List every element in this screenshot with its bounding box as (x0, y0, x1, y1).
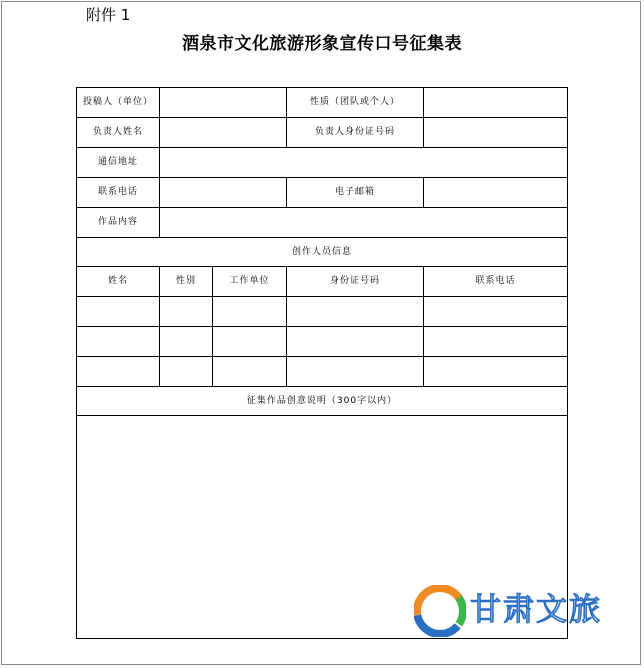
creator-phone-cell[interactable] (424, 297, 568, 327)
creators-col-id: 身份证号码 (287, 267, 424, 297)
creator-name-cell[interactable] (77, 297, 160, 327)
content-label: 作品内容 (77, 208, 160, 238)
gansu-wenlv-watermark (414, 585, 638, 637)
phone-label: 联系电话 (77, 178, 160, 208)
address-field[interactable] (160, 148, 568, 178)
description-section-header: 征集作品创意说明（300字以内） (77, 387, 568, 416)
creator-workplace-cell[interactable] (213, 297, 287, 327)
form-row-content (77, 208, 568, 238)
creator-id-cell[interactable] (287, 327, 424, 357)
attachment-label: 附件 1 (86, 6, 131, 24)
watermark-text: 甘肃文旅 (470, 592, 602, 628)
form-row-address (77, 148, 568, 178)
leader-id-label: 负责人身份证号码 (287, 118, 424, 148)
submitter-field[interactable] (160, 88, 287, 118)
creator-gender-cell[interactable] (160, 357, 213, 387)
creators-col-workplace: 工作单位 (213, 267, 287, 297)
leader-name-field[interactable] (160, 118, 287, 148)
gansu-wenlv-logo-icon (414, 585, 466, 637)
creator-gender-cell[interactable] (160, 327, 213, 357)
creator-name-cell[interactable] (77, 327, 160, 357)
creator-id-cell[interactable] (287, 297, 424, 327)
creator-workplace-cell[interactable] (213, 327, 287, 357)
creator-phone-cell[interactable] (424, 357, 568, 387)
leader-id-field[interactable] (424, 118, 568, 148)
creator-id-cell[interactable] (287, 357, 424, 387)
email-label: 电子邮箱 (287, 178, 424, 208)
leader-name-label: 负责人姓名 (77, 118, 160, 148)
description-section-row (77, 387, 568, 416)
form-row-submitter (77, 88, 568, 118)
phone-field[interactable] (160, 178, 287, 208)
submitter-label: 投稿人（单位） (77, 88, 160, 118)
creators-section-row (77, 238, 568, 267)
creator-workplace-cell[interactable] (213, 357, 287, 387)
creator-row (77, 297, 568, 327)
content-field[interactable] (160, 208, 568, 238)
creator-name-cell[interactable] (77, 357, 160, 387)
form-row-leader (77, 118, 568, 148)
form-row-contact (77, 178, 568, 208)
nature-field[interactable] (424, 88, 568, 118)
creator-gender-cell[interactable] (160, 297, 213, 327)
nature-label: 性质（团队或个人） (287, 88, 424, 118)
creators-col-gender: 性别 (160, 267, 213, 297)
creators-col-name: 姓名 (77, 267, 160, 297)
creators-header-row (77, 267, 568, 297)
creator-row (77, 357, 568, 387)
application-form-table (76, 87, 568, 639)
address-label: 通信地址 (77, 148, 160, 178)
creators-col-phone: 联系电话 (424, 267, 568, 297)
creators-section-header: 创作人员信息 (77, 238, 568, 267)
creator-row (77, 327, 568, 357)
form-title: 酒泉市文化旅游形象宣传口号征集表 (182, 34, 462, 54)
email-field[interactable] (424, 178, 568, 208)
creator-phone-cell[interactable] (424, 327, 568, 357)
